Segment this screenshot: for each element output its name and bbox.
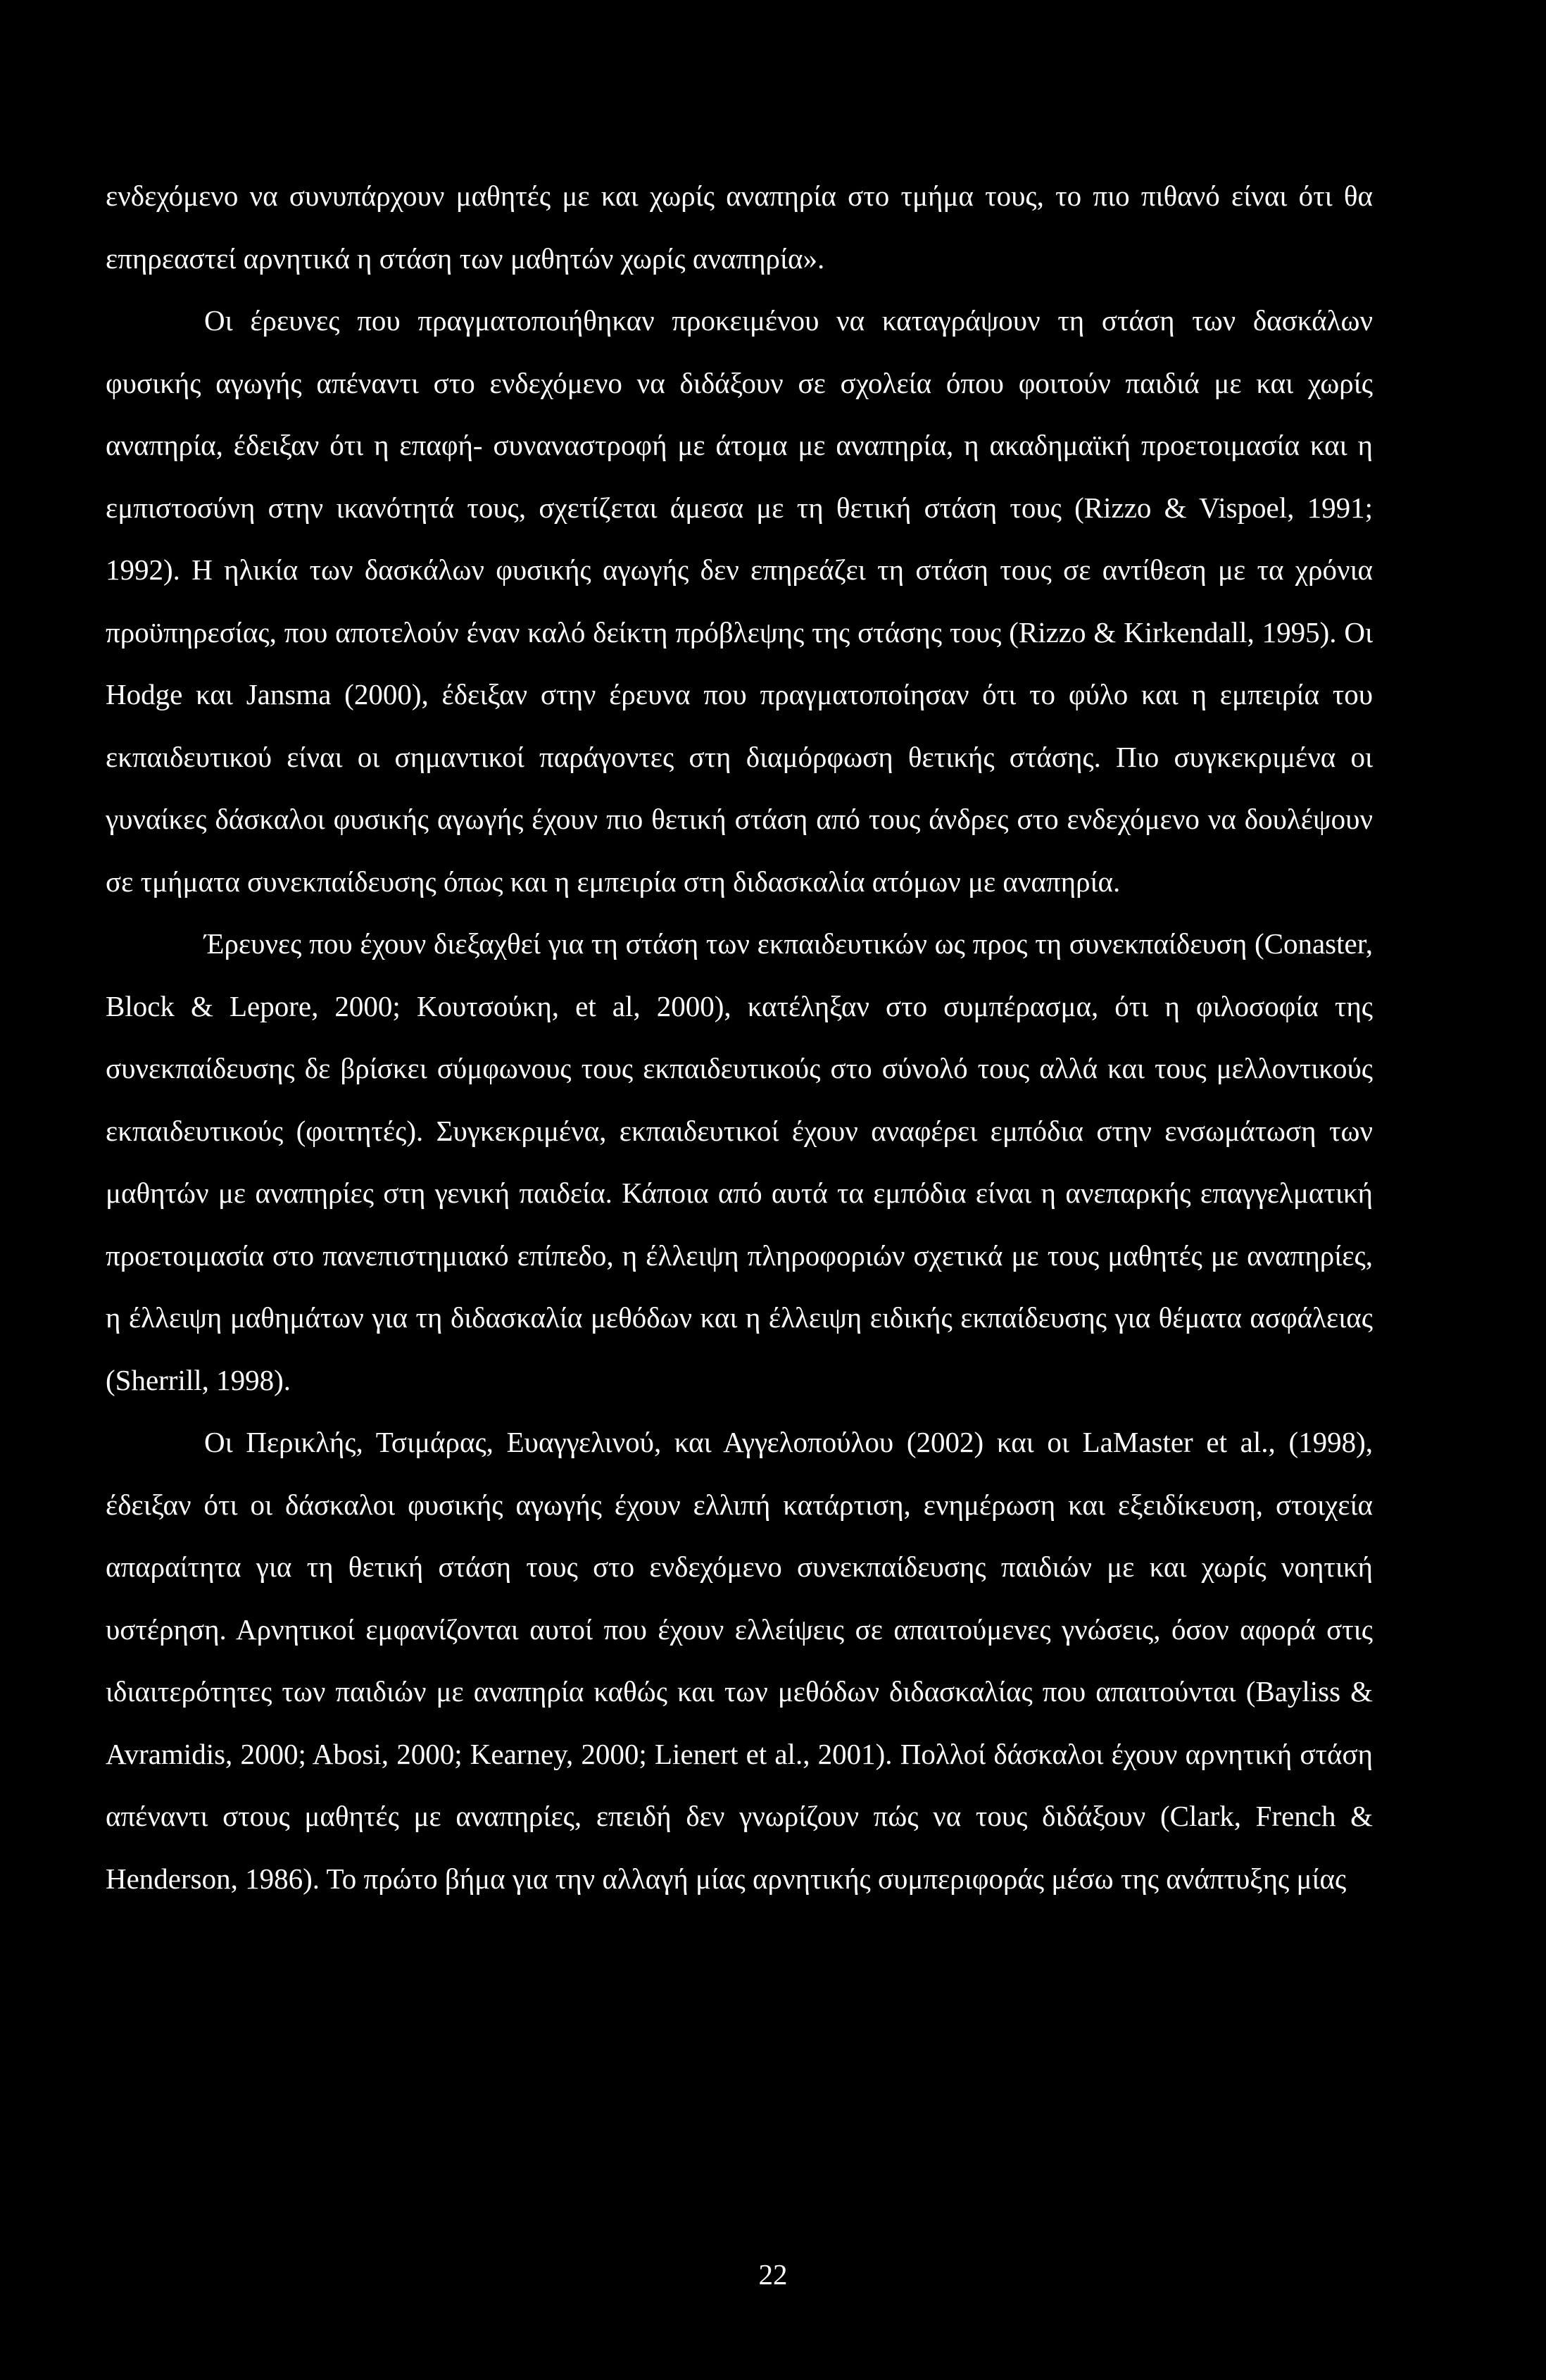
body-text <box>106 165 1373 1910</box>
paragraph: Οι Περικλής, Τσιμάρας, Ευαγγελινού, και Αγγελοπούλου (2002) και οι LaMaster et al., (1998), έδειξαν ότι οι δάσκαλοι φυσικής αγωγής έχουν ελλιπή κατάρτιση, ενημέρωση και εξειδίκευση, στοιχεία απαραίτητα για τη θετική στάση τους στο ενδεχόμενο συνεκπαίδευσης παιδιών με και χωρίς νοητική υστέρηση. Αρνητικοί εμφανίζονται αυτοί που έχουν ελλείψεις σε απαιτούμενες γνώσεις, όσον αφορά στις ιδιαιτερότητες των παιδιών με αναπηρία καθώς και των μεθόδων διδασκαλίας που απαιτούνται (Bayliss & Avramidis, 2000; Abosi, 2000; Kearney, 2000; Lienert et al., 2001). Πολλοί δάσκαλοι έχουν αρνητική στάση απέναντι στους μαθητές με αναπηρίες, επειδή δεν γνωρίζουν πώς να τους διδάξουν (Clark, French & Henderson, 1986). Το πρώτο βήμα για την αλλαγή μίας αρνητικής συμπεριφοράς μέσω της ανάπτυξης μίας <box>106 1426 1373 1895</box>
page-number: 22 <box>758 2258 788 2291</box>
paragraph-continuation: ενδεχόμενο να συνυπάρχουν μαθητές με και χωρίς αναπηρία στο τμήμα τους, το πιο πιθανό είναι ότι θα επηρεαστεί αρνητικά η στάση των μαθητών χωρίς αναπηρία». <box>106 180 1373 275</box>
paragraph: Οι έρευνες που πραγματοποιήθηκαν προκειμένου να καταγράψουν τη στάση των δασκάλων φυσικής αγωγής απέναντι στο ενδεχόμενο να διδάξουν σε σχολεία όπου φοιτούν παιδιά με και χωρίς αναπηρία, έδειξαν ότι η επαφή- συναναστροφή με άτομα με αναπηρία, η ακαδημαϊκή προετοιμασία και η εμπιστοσύνη στην ικανότητά τους, σχετίζεται άμεσα με τη θετική στάση τους (Rizzo & Vispoel, 1991; 1992). Η ηλικία των δασκάλων φυσικής αγωγής δεν επηρεάζει τη στάση τους σε αντίθεση με τα χρόνια προϋπηρεσίας, που αποτελούν έναν καλό δείκτη πρόβλεψης της στάσης τους (Rizzo & Kirkendall, 1995). Οι Hodge και Jansma (2000), έδειξαν στην έρευνα που πραγματοποίησαν ότι το φύλο και η εμπειρία του εκπαιδευτικού είναι οι σημαντικοί παράγοντες στη διαμόρφωση θετικής στάσης. Πιο συγκεκριμένα οι γυναίκες δάσκαλοι φυσικής αγωγής έχουν πιο θετική στάση από τους άνδρες στο ενδεχόμενο να δουλέψουν σε τμήματα συνεκπαίδευσης όπως και η εμπειρία στη διδασκαλία ατόμων με αναπηρία. <box>106 304 1373 898</box>
paragraph: Έρευνες που έχουν διεξαχθεί για τη στάση των εκπαιδευτικών ως προς τη συνεκπαίδευση (Conaster, Block & Lepore, 2000; Κουτσούκη, et al, 2000), κατέληξαν στο συμπέρασμα, ότι η φιλοσοφία της συνεκπαίδευσης δε βρίσκει σύμφωνους τους εκπαιδευτικούς στο σύνολό τους αλλά και τους μελλοντικούς εκπαιδευτικούς (φοιτητές). Συγκεκριμένα, εκπαιδευτικοί έχουν αναφέρει εμπόδια στην ενσωμάτωση των μαθητών με αναπηρίες στη γενική παιδεία. Κάποια από αυτά τα εμπόδια είναι η ανεπαρκής επαγγελματική προετοιμασία στο πανεπιστημιακό επίπεδο, η έλλειψη πληροφοριών σχετικά με τους μαθητές με αναπηρίες, η έλλειψη μαθημάτων για τη διδασκαλία μεθόδων και η έλλειψη ειδικής εκπαίδευσης για θέματα ασφάλειας (Sherrill, 1998). <box>106 927 1373 1396</box>
